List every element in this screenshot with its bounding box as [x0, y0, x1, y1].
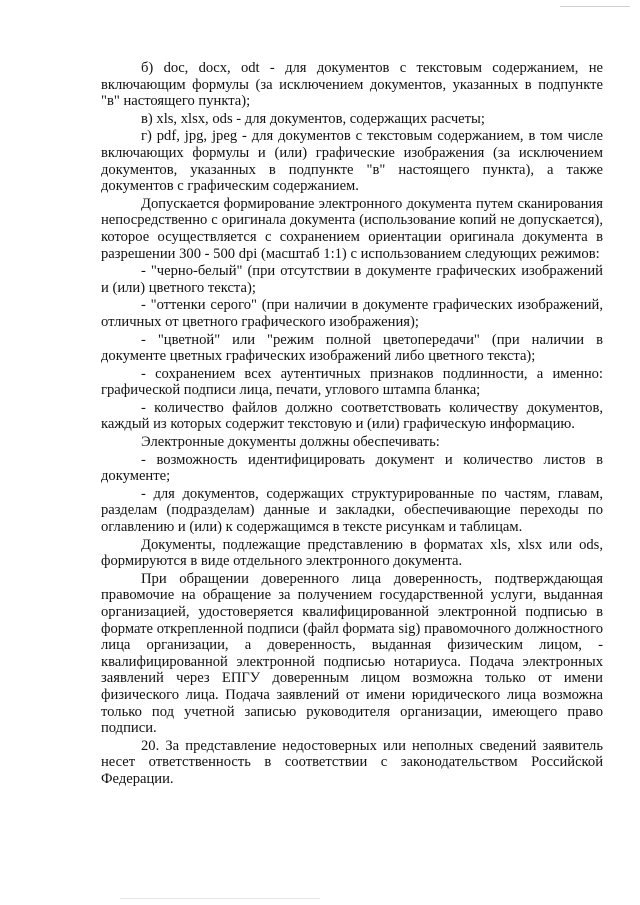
- paragraph-item-20: 20. За представление недостоверных или неполных сведений заявитель несет ответственность в соответствии с законодательством Российской Федерации.: [101, 737, 603, 787]
- paragraph-scanning: Допускается формирование электронного документа путем сканирования непосредственно с оригинала документа (использование копий не допускается), которое осуществляется с сохранением ориентации оригинала документа в разрешении 300 - 500 dpi (масштаб 1:1) с использованием следующих режимов:: [101, 195, 603, 262]
- mode-grayscale: - "оттенки серого" (при наличии в документе графических изображений, отличных от цветного графического изображения);: [101, 297, 603, 330]
- paragraph-item-v: в) xls, xlsx, ods - для документов, содержащих расчеты;: [141, 110, 485, 127]
- requirement-structure: - для документов, содержащих структурированные по частям, главам, разделам (подразделам) данные и закладки, обеспечивающие переходы по оглавлению и (или) к содержащимся в тексте рисункам и таблицам.: [101, 485, 603, 536]
- document-page: [101, 60, 603, 788]
- paragraph-spreadsheets: Документы, подлежащие представлению в форматах xls, xlsx или ods, формируются в виде отдельного электронного документа.: [101, 536, 603, 570]
- paragraph-item-b: б) doc, docx, odt - для документов с текстовым содержанием, не включающим формулы (за исключением документов, указанных в подпункте "в" настоящего пункта);: [101, 60, 603, 110]
- scan-artifact-top: [560, 6, 630, 7]
- paragraph-requirements-heading: Электронные документы должны обеспечивать:: [141, 434, 440, 451]
- paragraph-proxy: При обращении доверенного лица доверенность, подтверждающая правомочие на обращение за получением государственной услуги, выданная организацией, удостоверяется квалифицированной электронной подписью в формате открепленной подписи (файл формата sig) правомочного должностного лица организации, а доверенность, выданная физическим лицом, - квалифицированной электронной подписью нотариуса. Подача электронных заявлений через ЕПГУ доверенным лицом возможна только от имени физического лица. Подача заявлений от имени юридического лица возможна только под учетной записью руководителя организации, имеющего право подписи.: [101, 570, 603, 737]
- requirement-identification: - возможность идентифицировать документ и количество листов в документе;: [101, 451, 603, 485]
- mode-authenticity: - сохранением всех аутентичных признаков подлинности, а именно: графической подписи лица, печати, углового штампа бланка;: [101, 365, 603, 399]
- mode-black-white: - "черно-белый" (при отсутствии в документе графических изображений и (или) цветного текста);: [101, 263, 603, 296]
- mode-file-count: - количество файлов должно соответствовать количеству документов, каждый из которых содержит текстовую и (или) графическую информацию.: [101, 399, 603, 433]
- scan-artifact-bottom: [120, 898, 320, 899]
- paragraph-item-g: г) pdf, jpg, jpeg - для документов с текстовым содержанием, в том числе включающих формулы и (или) графические изображения (за исключением документов, указанных в подпункте "в" настоящего пункта), а также документов с графическим содержанием.: [101, 128, 603, 195]
- mode-color: - "цветной" или "режим полной цветопередачи" (при наличии в документе цветных графических изображений либо цветного текста);: [101, 331, 603, 365]
